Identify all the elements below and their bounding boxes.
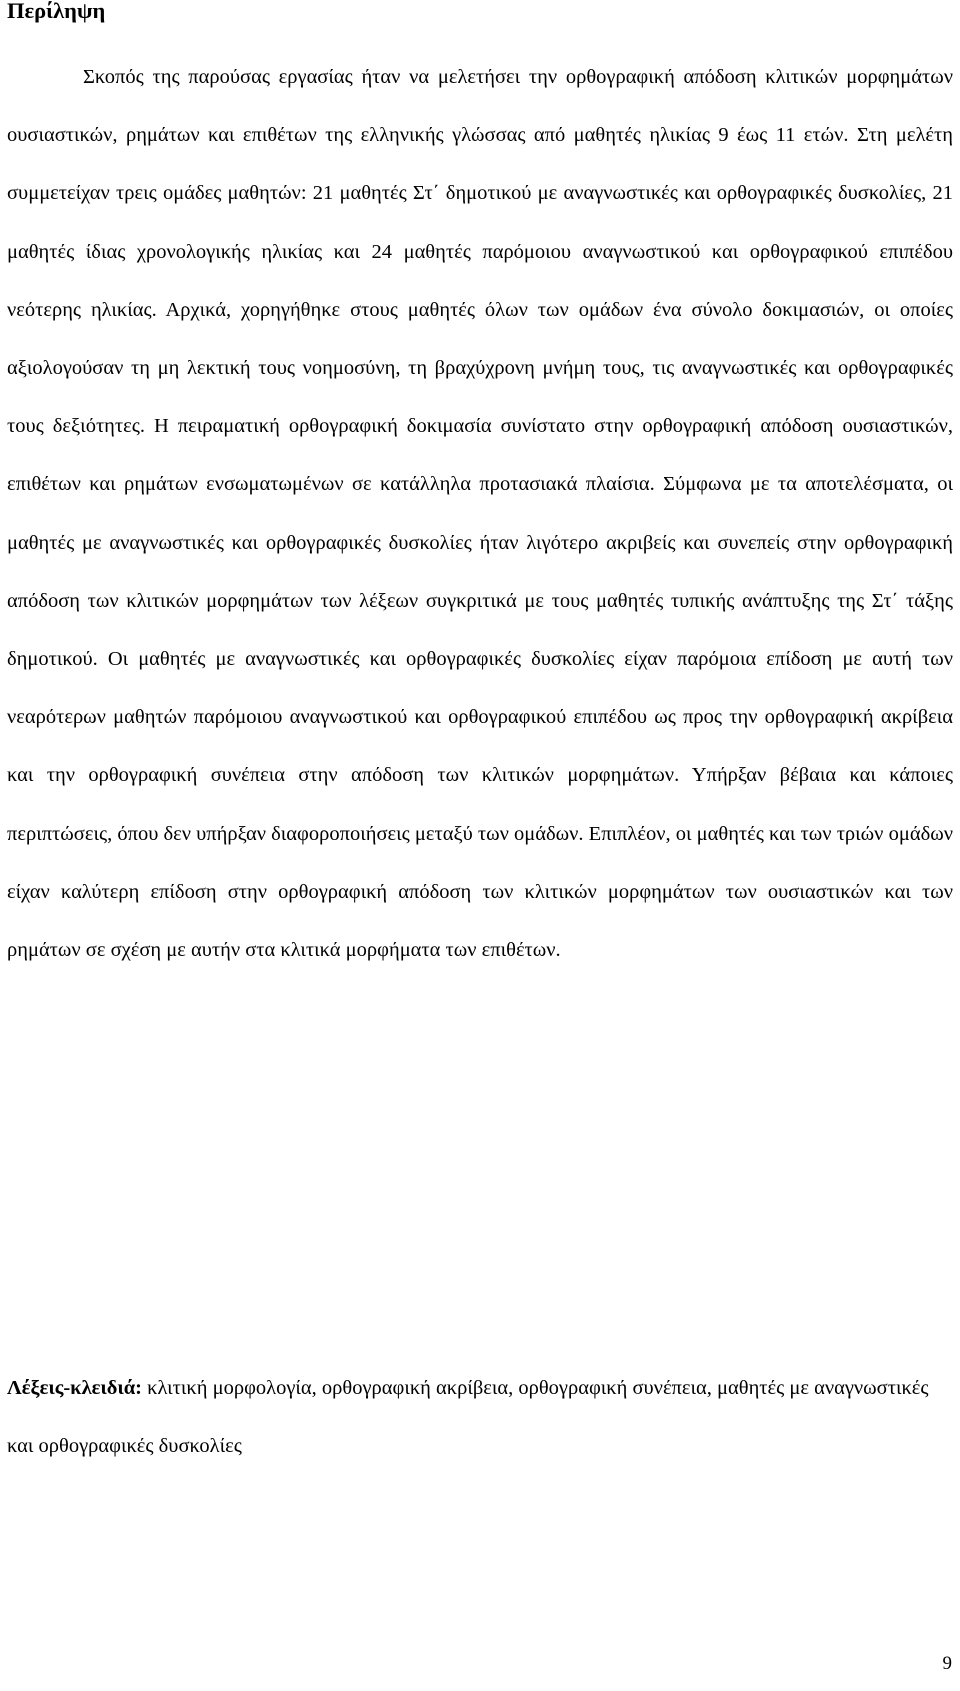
abstract-paragraph: Σκοπός της παρούσας εργασίας ήταν να μελετήσει την ορθογραφική απόδοση κλιτικών μορφημάτων ουσιαστικών, ρημάτων και επιθέτων της ελληνικής γλώσσας από μαθητές ηλικίας 9 έως 11 ετών. Στη μελέτη συμμετείχαν τρεις ομάδες μαθητών: 21 μαθητές Στ΄ δημοτικού με αναγνωστικές και ορθογραφικές δυσκολίες, 21 μαθητές ίδιας χρονολογικής ηλικίας και 24 μαθητές παρόμοιου αναγνωστικού και ορθογραφικού επιπέδου νεότερης ηλικίας. Αρχικά, χορηγήθηκε στους μαθητές όλων των ομάδων ένα σύνολο δοκιμασιών, οι οποίες αξιολογούσαν τη μη λεκτική τους νοημοσύνη, τη βραχύχρονη μνήμη τους, τις αναγνωστικές και ορθογραφικές τους δεξιότητες. Η πειραματική ορθογραφική δοκιμασία συνίστατο στην ορθογραφική απόδοση ουσιαστικών, επιθέτων και ρημάτων ενσωματωμένων σε κατάλληλα προτασιακά πλαίσια. Σύμφωνα με τα αποτελέσματα, οι μαθητές με αναγνωστικές και ορθογραφικές δυσκολίες ήταν λιγότερο ακριβείς και συνεπείς στην ορθογραφική απόδοση των κλιτικών μορφημάτων των λέξεων συγκριτικά με τους μαθητές τυπικής ανάπτυξης της Στ΄ τάξης δημοτικού. Οι μαθητές με αναγνωστικές και ορθογραφικές δυσκολίες είχαν παρόμοια επίδοση με αυτή των νεαρότερων μαθητών παρόμοιου αναγνωστικού και ορθογραφικού επιπέδου ως προς την ορθογραφική ακρίβεια και την ορθογραφική συνέπεια στην απόδοση των κλιτικών μορφημάτων. Υπήρξαν βέβαια και κάποιες περιπτώσεις, όπου δεν υπήρξαν διαφοροποιήσεις μεταξύ των ομάδων. Επιπλέον, οι μαθητές και των τριών ομάδων είχαν καλύτερη επίδοση στην ορθογραφική απόδοση των κλιτικών μορφημάτων των ουσιαστικών και των ρημάτων σε σχέση με αυτήν στα κλιτικά μορφήματα των επιθέτων. [7,66,953,962]
page-number: 9 [942,1653,952,1674]
keywords-paragraph [7,1359,953,1475]
section-heading: Περίληψη [7,0,106,23]
keywords-text: κλιτική μορφολογία, ορθογραφική ακρίβεια, ορθογραφική συνέπεια, μαθητές με αναγνωστικές και ορθογραφικές δυσκολίες [7,1377,929,1458]
keywords-label: Λέξεις-κλειδιά: [7,1377,143,1399]
